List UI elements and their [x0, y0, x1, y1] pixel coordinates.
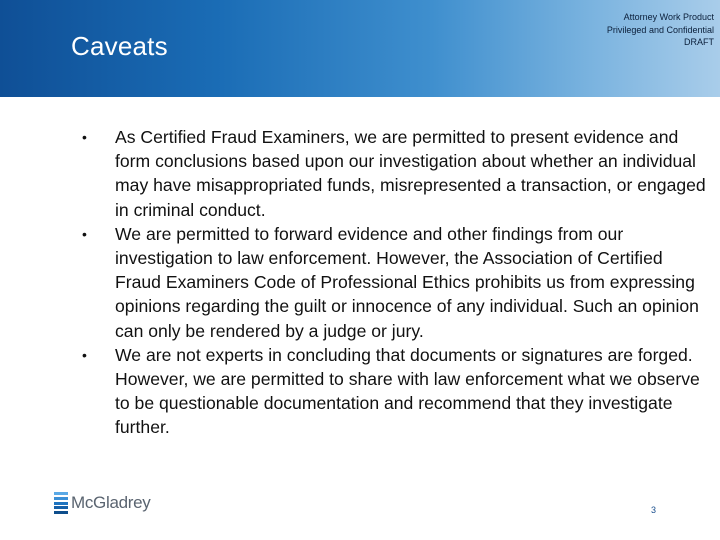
bullet-dot-icon: • [82, 129, 87, 145]
bullet-text: As Certified Fraud Examiners, we are permitted to present evidence and form conclusions based upon our investigation about whether an individual may have misappropriated funds, misrepresented a transaction, or engaged in criminal conduct. [115, 127, 706, 220]
bullet-item [0, 222, 720, 343]
stamp-line-draft: DRAFT [684, 37, 714, 47]
stamp-line-work-product: Attorney Work Product [623, 12, 714, 22]
slide-header-band [0, 0, 720, 97]
slide-title: Caveats [71, 31, 168, 61]
bullet-text: We are permitted to forward evidence and other findings from our investigation to law enforcement. However, the Association of Certified Fraud Examiners Code of Professional Ethics prohibits us from expressing opinions regarding the guilt or innocence of any individual. Such an opinion can only be rendered by a judge or jury. [115, 223, 699, 341]
company-logo [54, 491, 151, 515]
logo-wordmark: McGladrey [71, 493, 151, 512]
bullet-dot-icon: • [82, 225, 87, 242]
confidentiality-stamp [607, 11, 714, 49]
page-number: 3 [651, 505, 657, 515]
bullet-text: We are not experts in concluding that documents or signatures are forged. However, we are permitted to share with law enforcement what we observe to be questionable documentation and recommend that they investigate further. [115, 344, 700, 438]
logo-mark-icon [54, 492, 68, 514]
bullet-item [0, 125, 720, 222]
bullet-dot-icon: • [82, 346, 87, 363]
stamp-line-privileged: Privileged and Confidential [606, 24, 714, 35]
bullet-item [0, 343, 720, 440]
bullet-list [0, 125, 720, 440]
